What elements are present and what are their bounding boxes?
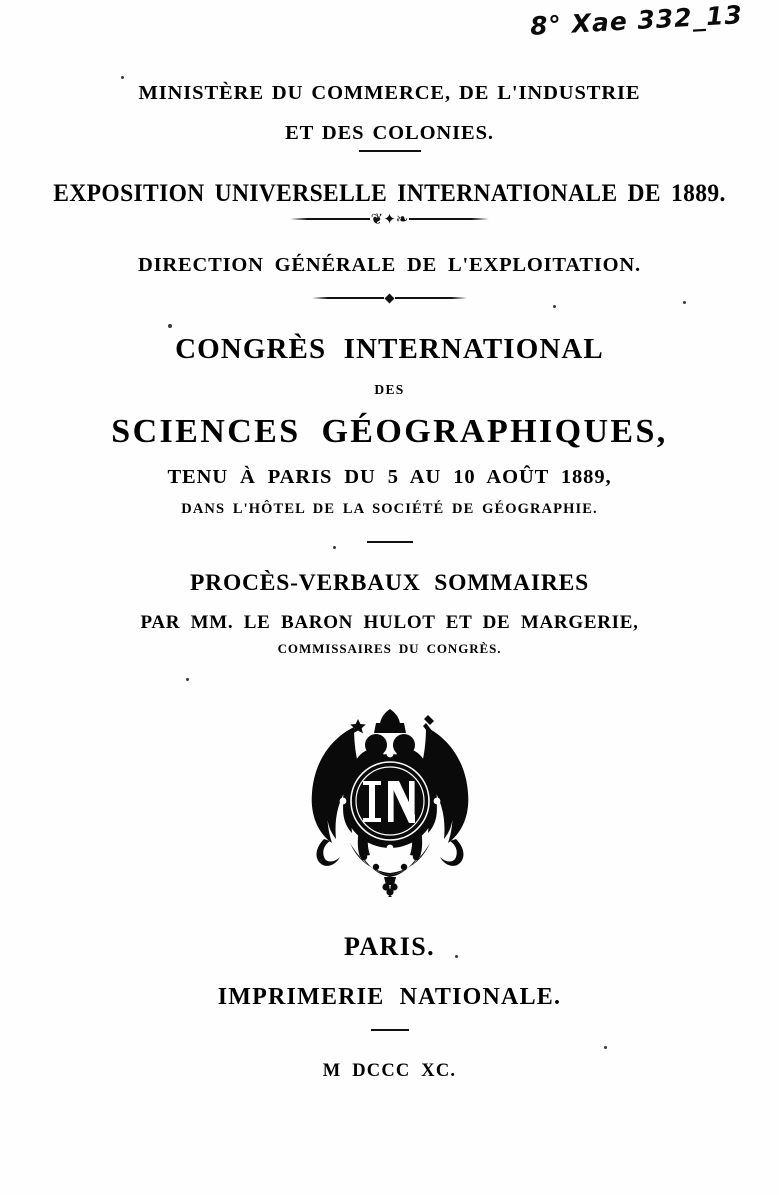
exposition-line: EXPOSITION UNIVERSELLE INTERNATIONALE DE 1889. bbox=[53, 180, 726, 207]
diamond-icon bbox=[385, 293, 395, 303]
divider-rule-contents bbox=[367, 541, 413, 543]
fleuron-ornament bbox=[285, 209, 495, 228]
divider-rule-ministry bbox=[359, 150, 421, 152]
scan-speck bbox=[186, 678, 189, 681]
printer-emblem bbox=[290, 697, 490, 902]
imprint-printer: IMPRIMERIE NATIONALE. bbox=[217, 984, 562, 1010]
handwritten-shelfmark: 8° Xae 332_13 bbox=[529, 0, 744, 41]
congress-title-line-3: SCIENCES GÉOGRAPHIQUES, bbox=[111, 413, 668, 450]
congress-title-des: DES bbox=[374, 382, 405, 397]
ministry-line-2: ET DES COLONIES. bbox=[285, 122, 494, 144]
fleuron-icon: ❦✦❧ bbox=[370, 209, 409, 228]
direction-line: DIRECTION GÉNÉRALE DE L'EXPLOITATION. bbox=[138, 254, 641, 276]
congress-venue: DANS L'HÔTEL DE LA SOCIÉTÉ DE GÉOGRAPHIE. bbox=[181, 501, 598, 517]
scan-speck bbox=[333, 546, 336, 549]
scan-speck bbox=[604, 1046, 607, 1049]
imprint-city: PARIS. bbox=[344, 932, 435, 961]
scan-speck bbox=[121, 76, 124, 79]
scan-speck bbox=[168, 324, 172, 328]
congress-dates: TENU À PARIS DU 5 AU 10 AOÛT 1889, bbox=[167, 466, 612, 488]
contents-kind: PROCÈS-VERBAUX SOMMAIRES bbox=[190, 570, 589, 596]
diamond-rule-ornament bbox=[302, 291, 478, 305]
scan-speck bbox=[683, 301, 686, 304]
contents-authors: PAR MM. LE BARON HULOT ET DE MARGERIE, bbox=[140, 612, 639, 633]
scan-speck bbox=[553, 305, 556, 308]
divider-rule-imprint bbox=[371, 1029, 409, 1031]
imprint-year: M DCCC XC. bbox=[322, 1061, 457, 1081]
imprimerie-nationale-device-icon bbox=[290, 697, 490, 897]
ministry-line-1: MINISTÈRE DU COMMERCE, DE L'INDUSTRIE bbox=[138, 82, 641, 104]
contents-role: COMMISSAIRES DU CONGRÈS. bbox=[277, 641, 502, 656]
congress-title-line-1: CONGRÈS INTERNATIONAL bbox=[175, 333, 604, 365]
